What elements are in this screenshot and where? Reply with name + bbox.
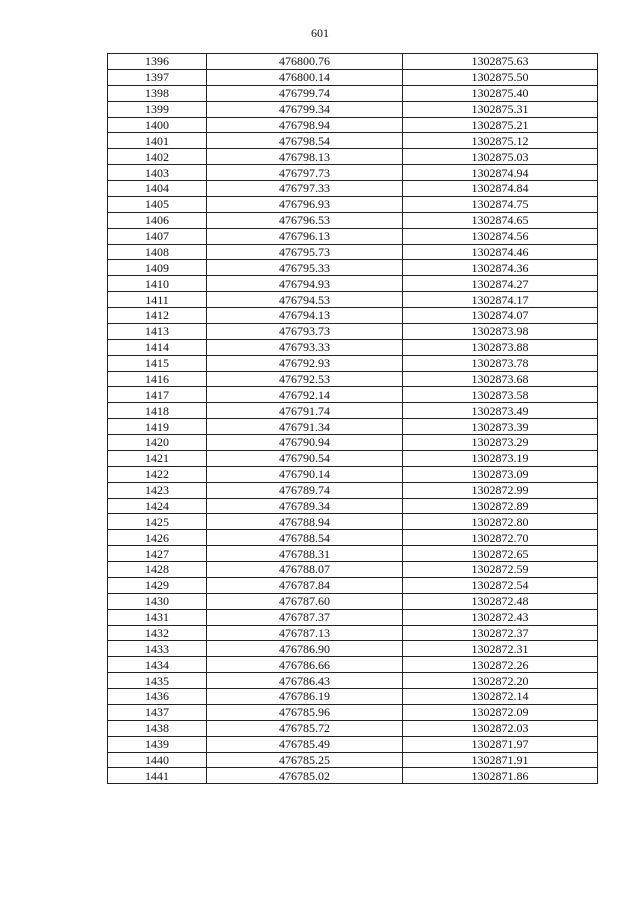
x-coordinate-cell: 476786.43: [207, 673, 403, 689]
y-coordinate-cell: 1302874.75: [403, 196, 598, 212]
x-coordinate-cell: 476790.14: [207, 466, 403, 482]
point-number-cell: 1408: [108, 244, 207, 260]
y-coordinate-cell: 1302872.20: [403, 673, 598, 689]
x-coordinate-cell: 476799.74: [207, 85, 403, 101]
table-row: [108, 435, 598, 451]
x-coordinate-cell: 476798.94: [207, 117, 403, 133]
point-number-cell: 1407: [108, 228, 207, 244]
point-number-cell: 1422: [108, 466, 207, 482]
table-row: [108, 530, 598, 546]
x-coordinate-cell: 476788.07: [207, 562, 403, 578]
y-coordinate-cell: 1302874.07: [403, 308, 598, 324]
x-coordinate-cell: 476797.73: [207, 165, 403, 181]
table-row: [108, 482, 598, 498]
x-coordinate-cell: 476790.94: [207, 435, 403, 451]
point-number-cell: 1426: [108, 530, 207, 546]
point-number-cell: 1441: [108, 768, 207, 784]
point-number-cell: 1402: [108, 149, 207, 165]
x-coordinate-cell: 476788.31: [207, 546, 403, 562]
y-coordinate-cell: 1302873.68: [403, 371, 598, 387]
point-number-cell: 1432: [108, 625, 207, 641]
point-number-cell: 1440: [108, 752, 207, 768]
x-coordinate-cell: 476793.73: [207, 323, 403, 339]
x-coordinate-cell: 476793.33: [207, 339, 403, 355]
point-number-cell: 1397: [108, 69, 207, 85]
x-coordinate-cell: 476792.14: [207, 387, 403, 403]
y-coordinate-cell: 1302874.56: [403, 228, 598, 244]
x-coordinate-cell: 476785.25: [207, 752, 403, 768]
table-row: [108, 69, 598, 85]
y-coordinate-cell: 1302874.46: [403, 244, 598, 260]
x-coordinate-cell: 476794.13: [207, 308, 403, 324]
table-row: [108, 339, 598, 355]
point-number-cell: 1436: [108, 689, 207, 705]
y-coordinate-cell: 1302873.49: [403, 403, 598, 419]
point-number-cell: 1437: [108, 704, 207, 720]
coordinates-table: [107, 53, 598, 784]
point-number-cell: 1421: [108, 450, 207, 466]
y-coordinate-cell: 1302874.94: [403, 165, 598, 181]
x-coordinate-cell: 476796.13: [207, 228, 403, 244]
table-row: [108, 133, 598, 149]
table-row: [108, 196, 598, 212]
page-number: 601: [311, 26, 329, 40]
y-coordinate-cell: 1302871.86: [403, 768, 598, 784]
y-coordinate-cell: 1302872.70: [403, 530, 598, 546]
point-number-cell: 1420: [108, 435, 207, 451]
table-row: [108, 498, 598, 514]
point-number-cell: 1406: [108, 212, 207, 228]
x-coordinate-cell: 476785.96: [207, 704, 403, 720]
point-number-cell: 1412: [108, 308, 207, 324]
x-coordinate-cell: 476787.37: [207, 609, 403, 625]
x-coordinate-cell: 476787.60: [207, 593, 403, 609]
point-number-cell: 1410: [108, 276, 207, 292]
x-coordinate-cell: 476787.13: [207, 625, 403, 641]
y-coordinate-cell: 1302872.89: [403, 498, 598, 514]
y-coordinate-cell: 1302872.09: [403, 704, 598, 720]
point-number-cell: 1413: [108, 323, 207, 339]
y-coordinate-cell: 1302875.12: [403, 133, 598, 149]
point-number-cell: 1427: [108, 546, 207, 562]
y-coordinate-cell: 1302874.65: [403, 212, 598, 228]
point-number-cell: 1409: [108, 260, 207, 276]
y-coordinate-cell: 1302873.98: [403, 323, 598, 339]
point-number-cell: 1429: [108, 577, 207, 593]
x-coordinate-cell: 476791.34: [207, 419, 403, 435]
table-row: [108, 450, 598, 466]
table-row: [108, 212, 598, 228]
table-row: [108, 355, 598, 371]
x-coordinate-cell: 476785.72: [207, 720, 403, 736]
y-coordinate-cell: 1302872.80: [403, 514, 598, 530]
y-coordinate-cell: 1302872.65: [403, 546, 598, 562]
point-number-cell: 1400: [108, 117, 207, 133]
point-number-cell: 1416: [108, 371, 207, 387]
table-row: [108, 673, 598, 689]
point-number-cell: 1405: [108, 196, 207, 212]
x-coordinate-cell: 476792.93: [207, 355, 403, 371]
table-row: [108, 181, 598, 197]
x-coordinate-cell: 476786.66: [207, 657, 403, 673]
y-coordinate-cell: 1302874.84: [403, 181, 598, 197]
table-row: [108, 768, 598, 784]
y-coordinate-cell: 1302872.26: [403, 657, 598, 673]
table-row: [108, 292, 598, 308]
point-number-cell: 1430: [108, 593, 207, 609]
point-number-cell: 1411: [108, 292, 207, 308]
x-coordinate-cell: 476785.02: [207, 768, 403, 784]
y-coordinate-cell: 1302874.36: [403, 260, 598, 276]
table-row: [108, 387, 598, 403]
y-coordinate-cell: 1302875.40: [403, 85, 598, 101]
table-row: [108, 466, 598, 482]
x-coordinate-cell: 476799.34: [207, 101, 403, 117]
point-number-cell: 1439: [108, 736, 207, 752]
table-row: [108, 736, 598, 752]
x-coordinate-cell: 476786.19: [207, 689, 403, 705]
x-coordinate-cell: 476791.74: [207, 403, 403, 419]
point-number-cell: 1419: [108, 419, 207, 435]
x-coordinate-cell: 476798.13: [207, 149, 403, 165]
x-coordinate-cell: 476790.54: [207, 450, 403, 466]
y-coordinate-cell: 1302872.03: [403, 720, 598, 736]
table-row: [108, 323, 598, 339]
table-row: [108, 165, 598, 181]
table-row: [108, 593, 598, 609]
x-coordinate-cell: 476794.53: [207, 292, 403, 308]
y-coordinate-cell: 1302875.03: [403, 149, 598, 165]
point-number-cell: 1424: [108, 498, 207, 514]
table-row: [108, 85, 598, 101]
x-coordinate-cell: 476787.84: [207, 577, 403, 593]
y-coordinate-cell: 1302871.97: [403, 736, 598, 752]
point-number-cell: 1423: [108, 482, 207, 498]
table-row: [108, 419, 598, 435]
x-coordinate-cell: 476798.54: [207, 133, 403, 149]
point-number-cell: 1425: [108, 514, 207, 530]
point-number-cell: 1404: [108, 181, 207, 197]
table-row: [108, 657, 598, 673]
y-coordinate-cell: 1302875.63: [403, 54, 598, 70]
point-number-cell: 1399: [108, 101, 207, 117]
point-number-cell: 1417: [108, 387, 207, 403]
x-coordinate-cell: 476800.14: [207, 69, 403, 85]
y-coordinate-cell: 1302873.39: [403, 419, 598, 435]
x-coordinate-cell: 476796.93: [207, 196, 403, 212]
y-coordinate-cell: 1302873.09: [403, 466, 598, 482]
table-row: [108, 371, 598, 387]
table-row: [108, 54, 598, 70]
table-row: [108, 308, 598, 324]
x-coordinate-cell: 476795.33: [207, 260, 403, 276]
y-coordinate-cell: 1302871.91: [403, 752, 598, 768]
table-row: [108, 641, 598, 657]
x-coordinate-cell: 476788.94: [207, 514, 403, 530]
x-coordinate-cell: 476795.73: [207, 244, 403, 260]
point-number-cell: 1398: [108, 85, 207, 101]
point-number-cell: 1418: [108, 403, 207, 419]
table-row: [108, 101, 598, 117]
table-row: [108, 117, 598, 133]
y-coordinate-cell: 1302872.43: [403, 609, 598, 625]
table-row: [108, 514, 598, 530]
table-row: [108, 689, 598, 705]
x-coordinate-cell: 476789.74: [207, 482, 403, 498]
x-coordinate-cell: 476788.54: [207, 530, 403, 546]
point-number-cell: 1433: [108, 641, 207, 657]
table-row: [108, 704, 598, 720]
x-coordinate-cell: 476794.93: [207, 276, 403, 292]
table-row: [108, 149, 598, 165]
y-coordinate-cell: 1302873.19: [403, 450, 598, 466]
point-number-cell: 1438: [108, 720, 207, 736]
table-row: [108, 562, 598, 578]
table-row: [108, 546, 598, 562]
y-coordinate-cell: 1302872.14: [403, 689, 598, 705]
point-number-cell: 1431: [108, 609, 207, 625]
x-coordinate-cell: 476786.90: [207, 641, 403, 657]
y-coordinate-cell: 1302873.78: [403, 355, 598, 371]
point-number-cell: 1434: [108, 657, 207, 673]
y-coordinate-cell: 1302872.54: [403, 577, 598, 593]
y-coordinate-cell: 1302874.17: [403, 292, 598, 308]
coordinates-table-body: [108, 54, 598, 784]
table-row: [108, 625, 598, 641]
y-coordinate-cell: 1302872.99: [403, 482, 598, 498]
point-number-cell: 1403: [108, 165, 207, 181]
table-row: [108, 228, 598, 244]
x-coordinate-cell: 476800.76: [207, 54, 403, 70]
point-number-cell: 1396: [108, 54, 207, 70]
table-row: [108, 577, 598, 593]
table-row: [108, 403, 598, 419]
x-coordinate-cell: 476789.34: [207, 498, 403, 514]
x-coordinate-cell: 476796.53: [207, 212, 403, 228]
y-coordinate-cell: 1302873.88: [403, 339, 598, 355]
point-number-cell: 1401: [108, 133, 207, 149]
table-row: [108, 244, 598, 260]
point-number-cell: 1428: [108, 562, 207, 578]
y-coordinate-cell: 1302872.59: [403, 562, 598, 578]
table-row: [108, 609, 598, 625]
table-row: [108, 276, 598, 292]
y-coordinate-cell: 1302875.31: [403, 101, 598, 117]
y-coordinate-cell: 1302875.50: [403, 69, 598, 85]
point-number-cell: 1415: [108, 355, 207, 371]
y-coordinate-cell: 1302873.29: [403, 435, 598, 451]
point-number-cell: 1435: [108, 673, 207, 689]
x-coordinate-cell: 476792.53: [207, 371, 403, 387]
table-row: [108, 260, 598, 276]
y-coordinate-cell: 1302875.21: [403, 117, 598, 133]
y-coordinate-cell: 1302874.27: [403, 276, 598, 292]
y-coordinate-cell: 1302872.31: [403, 641, 598, 657]
y-coordinate-cell: 1302873.58: [403, 387, 598, 403]
y-coordinate-cell: 1302872.37: [403, 625, 598, 641]
table-row: [108, 752, 598, 768]
table-row: [108, 720, 598, 736]
x-coordinate-cell: 476797.33: [207, 181, 403, 197]
point-number-cell: 1414: [108, 339, 207, 355]
x-coordinate-cell: 476785.49: [207, 736, 403, 752]
y-coordinate-cell: 1302872.48: [403, 593, 598, 609]
